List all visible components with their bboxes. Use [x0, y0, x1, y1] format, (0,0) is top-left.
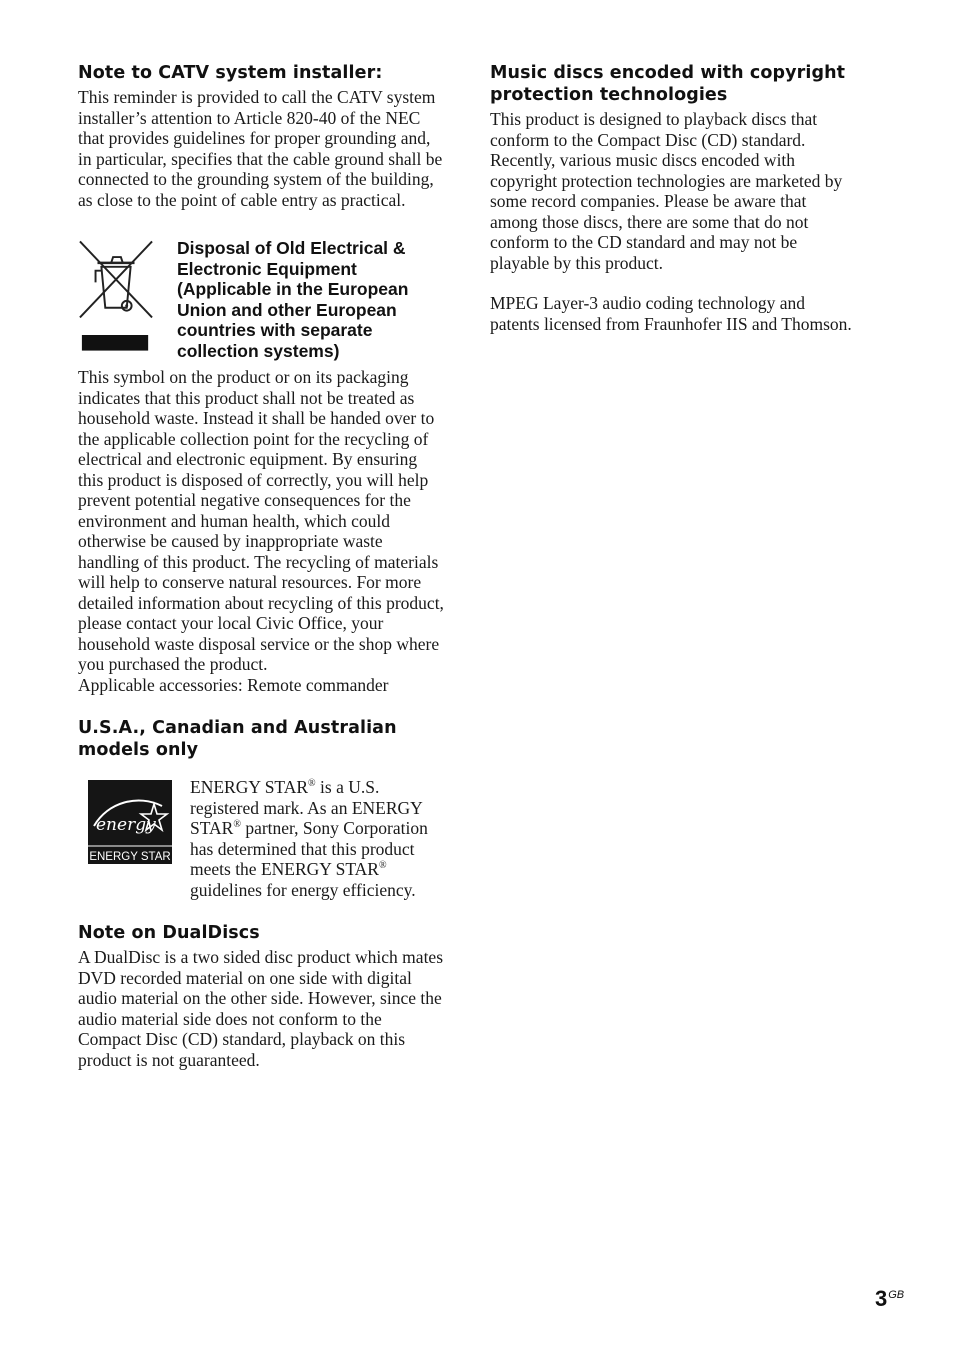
energy-star-logo-icon — [88, 780, 172, 864]
music-discs-heading: Music discs encoded with copyright protection technologies — [490, 63, 846, 105]
disposal-heading: Disposal of Old Electrical & Electronic Equipment (Applicable in the European Union and other European countries with separate collection systems) — [177, 238, 409, 361]
dualdisc-heading: Note on DualDiscs — [78, 923, 260, 943]
energy-block — [78, 777, 446, 900]
energy-script: energy — [96, 815, 156, 835]
disposal-paragraph: This symbol on the product or on its packaging indicates that this product shall not be treated as household waste. Instead it shall be handed over to the applicable collection point for the recycling of electrical and electronic equipment. By ensuring this product is disposed of correctly, you will help prevent potential negative consequences for the environment and human health, which could otherwise be caused by inappropriate waste handling of this product. The recycling of materials will help to conserve natural resources. For more detailed information about recycling of this product, please contact your local Civic Office, your household waste disposal service or the shop where you purchased the product. — [78, 367, 444, 674]
left-column — [78, 62, 446, 1070]
dualdisc-paragraph: A DualDisc is a two sided disc product which mates DVD recorded material on one side with digital audio material on the other side. However, since the audio material side does not conform to the Compact Disc (CD) standard, playback on this product is not guaranteed. — [78, 947, 444, 1070]
usa-heading: U.S.A., Canadian and Australian models only — [78, 718, 397, 760]
mpeg-paragraph: MPEG Layer-3 audio coding technology and patents licensed from Fraunhofer IIS and Thomson. — [490, 293, 852, 334]
disposal-block — [78, 238, 446, 361]
crossed-out-wheelie-bin-icon — [78, 238, 154, 356]
right-column — [490, 62, 858, 334]
catv-paragraph: This reminder is provided to call the CATV system installer’s attention to Article 820-40 of the NEC that provides guidelines for proper grounding and, in particular, specifies that the cable ground shall be connected to the grounding system of the building, as close to the point of cable entry as practical. — [78, 87, 443, 210]
catv-heading: Note to CATV system installer: — [78, 63, 383, 83]
energy-star-label: ENERGY STAR — [89, 851, 171, 863]
page-number: $3^{GB}$ — [875, 1286, 905, 1311]
page-suffix: GB — [888, 1288, 905, 1301]
music-discs-paragraph: This product is designed to playback discs that conform to the Compact Disc (CD) standard. Recently, various music discs encoded with copyright protection technologies are marketed by some record companies. Please be aware that among those discs, there are some that do not conform to the CD standard and may not be playable by this product. — [490, 109, 843, 273]
energy-paragraph: ENERGY STAR® is a U.S. registered mark. As an ENERGY STAR® partner, Sony Corporation has determined that this product meets the ENERGY STAR® guidelines for energy efficiency. — [190, 777, 428, 900]
accessories-line: Applicable accessories: Remote commander — [78, 674, 389, 695]
